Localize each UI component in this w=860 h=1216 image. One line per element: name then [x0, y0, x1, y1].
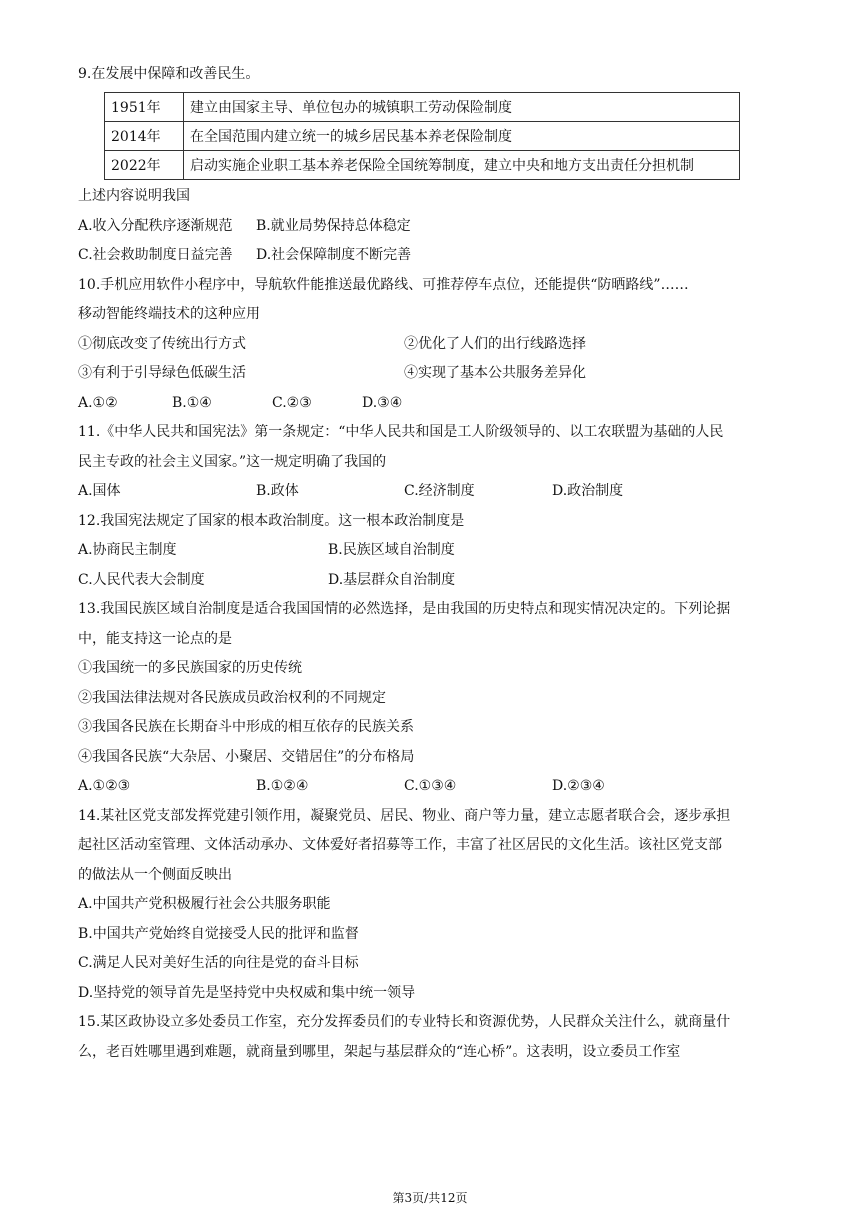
- q9-option-d: D.社会保障制度不断完善: [256, 247, 412, 263]
- q12-option-b: B.民族区域自治制度: [328, 542, 455, 558]
- q9-option-b: B.就业局势保持总体稳定: [256, 218, 411, 234]
- q12-option-a: A.协商民主制度: [78, 542, 177, 558]
- table-cell-year: 2022年: [105, 151, 184, 180]
- q13-option-d: D.②③④: [552, 778, 605, 794]
- q14-stem-line1: 14.某社区党支部发挥党建引领作用，凝聚党员、居民、物业、商户等力量，建立志愿者联合会，逐步承担: [78, 808, 731, 824]
- q9-stem: 9.在发展中保障和改善民生。: [78, 66, 260, 82]
- q15-stem-line2: 么，老百姓哪里遇到难题，就商量到哪里，架起与基层群众的“连心桥”。这表明，设立委员工作室: [78, 1044, 681, 1060]
- q14-option-b: B.中国共产党始终自觉接受人民的批评和监督: [78, 926, 359, 942]
- q10-option-b: B.①④: [172, 395, 212, 411]
- q10-option-d: D.③④: [362, 395, 403, 411]
- q14-stem-line2: 起社区活动室管理、文体活动承办、文体爱好者招募等工作，丰富了社区居民的文化生活。该社区党支部: [78, 837, 722, 853]
- q14-option-a: A.中国共产党积极履行社会公共服务职能: [78, 896, 331, 912]
- q10-item-2: ②优化了人们的出行线路选择: [404, 336, 586, 352]
- table-cell-event: 在全国范围内建立统一的城乡居民基本养老保险制度: [184, 122, 740, 151]
- page-number: 第3页/共12页: [392, 1191, 468, 1205]
- q11-option-a: A.国体: [78, 483, 121, 499]
- q10-option-a: A.①②: [78, 395, 118, 411]
- q13-stem-line1: 13.我国民族区域自治制度是适合我国国情的必然选择，是由我国的历史特点和现实情况决定的。下列论据: [78, 601, 731, 617]
- q13-item-3: ③我国各民族在长期奋斗中形成的相互依存的民族关系: [78, 719, 414, 735]
- q10-stem-line2: 移动智能终端技术的这种应用: [78, 306, 260, 322]
- q11-stem-line1: 11.《中华人民共和国宪法》第一条规定：“中华人民共和国是工人阶级领导的、以工农联盟为基础的人民: [78, 424, 724, 440]
- q9-question: 上述内容说明我国: [78, 188, 190, 204]
- q13-option-b: B.①②④: [256, 778, 309, 794]
- q14-option-d: D.坚持党的领导首先是坚持党中央权威和集中统一领导: [78, 985, 416, 1001]
- q10-item-4: ④实现了基本公共服务差异化: [404, 365, 586, 381]
- q12-option-c: C.人民代表大会制度: [78, 572, 205, 588]
- table-row: [105, 151, 740, 180]
- q12-option-d: D.基层群众自治制度: [328, 572, 456, 588]
- q13-item-4: ④我国各民族“大杂居、小聚居、交错居住”的分布格局: [78, 749, 415, 765]
- q10-stem-line1: 10.手机应用软件小程序中，导航软件能推送最优路线、可推荐停车点位，还能提供“防晒路线”……: [78, 277, 689, 293]
- table-row: [105, 93, 740, 122]
- table-row: [105, 122, 740, 151]
- q10-item-3: ③有利于引导绿色低碳生活: [78, 365, 246, 381]
- q11-stem-line2: 民主专政的社会主义国家。”这一规定明确了我国的: [78, 454, 387, 470]
- q15-stem-line1: 15.某区政协设立多处委员工作室，充分发挥委员们的专业特长和资源优势，人民群众关注什么，就商量什: [78, 1014, 731, 1030]
- q11-option-b: B.政体: [256, 483, 299, 499]
- q13-item-1: ①我国统一的多民族国家的历史传统: [78, 660, 302, 676]
- q13-option-a: A.①②③: [78, 778, 131, 794]
- q13-item-2: ②我国法律法规对各民族成员政治权利的不同规定: [78, 690, 386, 706]
- table-cell-year: 1951年: [105, 93, 184, 122]
- table-cell-event: 建立由国家主导、单位包办的城镇职工劳动保险制度: [184, 93, 740, 122]
- q10-item-1: ①彻底改变了传统出行方式: [78, 336, 246, 352]
- q14-stem-line3: 的做法从一个侧面反映出: [78, 867, 232, 883]
- table-cell-year: 2014年: [105, 122, 184, 151]
- table-cell-event: 启动实施企业职工基本养老保险全国统筹制度，建立中央和地方支出责任分担机制: [184, 151, 740, 180]
- q11-option-d: D.政治制度: [552, 483, 624, 499]
- q12-stem: 12.我国宪法规定了国家的根本政治制度。这一根本政治制度是: [78, 513, 465, 529]
- q9-table: [104, 92, 740, 180]
- q10-option-c: C.②③: [272, 395, 312, 411]
- q13-stem-line2: 中，能支持这一论点的是: [78, 631, 232, 647]
- q9-option-a: A.收入分配秩序逐渐规范: [78, 218, 233, 234]
- q9-option-c: C.社会救助制度日益完善: [78, 247, 233, 263]
- q13-option-c: C.①③④: [404, 778, 457, 794]
- q11-option-c: C.经济制度: [404, 483, 475, 499]
- q14-option-c: C.满足人民对美好生活的向往是党的奋斗目标: [78, 955, 359, 971]
